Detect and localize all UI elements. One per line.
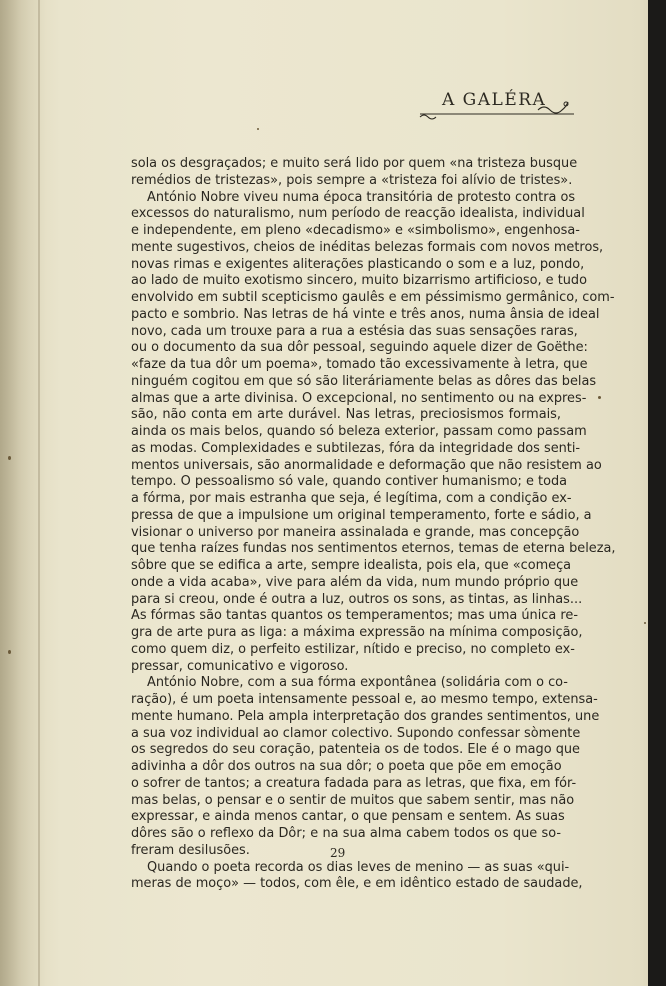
text-line: são, não conta em arte durável. Nas letras, preciosismos formais, <box>131 407 561 423</box>
text-line: e independente, em pleno «decadismo» e «simbolismo», engenhosa- <box>131 223 580 238</box>
text-line: almas que a arte divinisa. O excepcional, no sentimento ou na expres- <box>131 390 587 406</box>
text-line: os segredos do seu coração, patenteia os de todos. Ele é o mago que <box>131 742 580 758</box>
text-line: onde a vida acaba», vive para além da vida, num mundo próprio que <box>131 574 579 590</box>
running-header <box>416 90 576 124</box>
text-line: visionar o universo por maneira assinalada e grande, mas concepção <box>131 524 580 540</box>
page-number: 29 <box>330 846 346 860</box>
text-line: ração), é um poeta intensamente pessoal e, ao mesmo tempo, extensa- <box>131 692 598 707</box>
ink-speck <box>257 128 259 130</box>
scan-background <box>648 0 666 986</box>
text-line: a sua voz individual ao clamor colectivo. Supondo confessar sòmente <box>131 725 581 741</box>
text-line: remédios de tristezas», pois sempre a «tristeza foi alívio de tristes». <box>131 172 573 188</box>
running-title: A GALÉRA <box>442 90 547 110</box>
text-line: expressar, e ainda menos cantar, o que pensam e sentem. As suas <box>131 809 565 825</box>
text-line: mentos universais, são anormalidade e deformação que não resistem ao <box>131 457 602 473</box>
text-line: meras de moço» — todos, com êle, e em idêntico estado de saudade, <box>131 876 583 892</box>
ink-speck <box>644 622 646 624</box>
text-line: mas belas, o pensar e o sentir de muitos que sabem sentir, mas não <box>131 792 575 808</box>
text-line: o sofrer de tantos; a creatura fadada para as letras, que fixa, em fór- <box>131 775 577 791</box>
text-line: ao lado de muito exotismo sincero, muito bizarrismo artificioso, e tudo <box>131 273 588 289</box>
text-line: excessos do naturalismo, num período de reacção idealista, individual <box>131 206 585 222</box>
text-line: sola os desgraçados; e muito será lido por quem «na tristeza busque <box>131 156 578 171</box>
text-line: novo, cada um trouxe para a rua a estésia das suas sensações raras, <box>131 323 578 339</box>
text-line: sôbre que se edifica a arte, sempre idealista, pois ela, que «começa <box>131 558 572 573</box>
text-line: mente sugestivos, cheios de inéditas belezas formais com novos metros, <box>131 239 604 255</box>
ink-speck <box>8 456 11 460</box>
text-line: António Nobre viveu numa época transitória de protesto contra os <box>147 189 576 205</box>
ink-speck <box>598 396 601 399</box>
text-line: ou o documento da sua dôr pessoal, seguindo aquele dizer de Goëthe: <box>131 340 588 356</box>
text-line: envolvido em subtil scepticismo gaulês e em péssimismo germânico, com- <box>131 290 615 305</box>
text-line: gra de arte pura as liga: a máxima expressão na mínima composição, <box>131 625 583 640</box>
ink-speck <box>8 650 11 654</box>
text-line: tempo. O pessoalismo só vale, quando contiver humanismo; e toda <box>131 474 568 490</box>
text-line: pressa de que a impulsione um original temperamento, forte e sádio, a <box>131 507 592 523</box>
text-line: freram desilusões. <box>131 842 250 858</box>
text-line: para si creou, onde é outra a luz, outros os sons, as tintas, as linhas... <box>131 591 583 607</box>
text-line: novas rimas e exigentes aliterações plasticando o som e a luz, pondo, <box>131 256 585 272</box>
text-line: António Nobre, com a sua fórma expontânea (solidária com o co- <box>147 675 568 691</box>
text-line: pacto e sombrio. Nas letras de há vinte e três anos, numa ânsia de ideal <box>131 306 600 322</box>
text-line: ninguém cogitou em que só são literáriamente belas as dôres das belas <box>131 373 597 389</box>
text-line: que tenha raízes fundas nos sentimentos eternos, temas de eterna beleza, <box>131 541 616 557</box>
text-line: «faze da tua dôr um poema», tomado tão excessivamente à letra, que <box>131 357 588 372</box>
text-line: mente humano. Pela ampla interpretação dos grandes sentimentos, une <box>131 708 600 724</box>
text-line: Quando o poeta recorda os dias leves de menino — as suas «qui- <box>147 859 570 875</box>
text-line: adivinha a dôr dos outros na sua dôr; o poeta que põe em emoção <box>131 759 562 774</box>
text-line: pressar, comunicativo e vigoroso. <box>131 658 349 674</box>
body-text <box>131 156 616 893</box>
text-line: as modas. Complexidades e subtilezas, fóra da integridade dos senti- <box>131 440 581 456</box>
text-line: como quem diz, o perfeito estilizar, nítido e preciso, no completo ex- <box>131 641 575 657</box>
text-line: a fórma, por mais estranha que seja, é legítima, com a condição ex- <box>131 491 572 506</box>
text-line: dôres são o reflexo da Dôr; e na sua alma cabem todos os que so- <box>131 826 561 841</box>
text-line: ainda os mais belos, quando só beleza exterior, passam como passam <box>131 424 587 439</box>
text-line: As fórmas são tantas quantos os temperamentos; mas uma única re- <box>131 608 578 624</box>
fold-line <box>38 0 40 986</box>
